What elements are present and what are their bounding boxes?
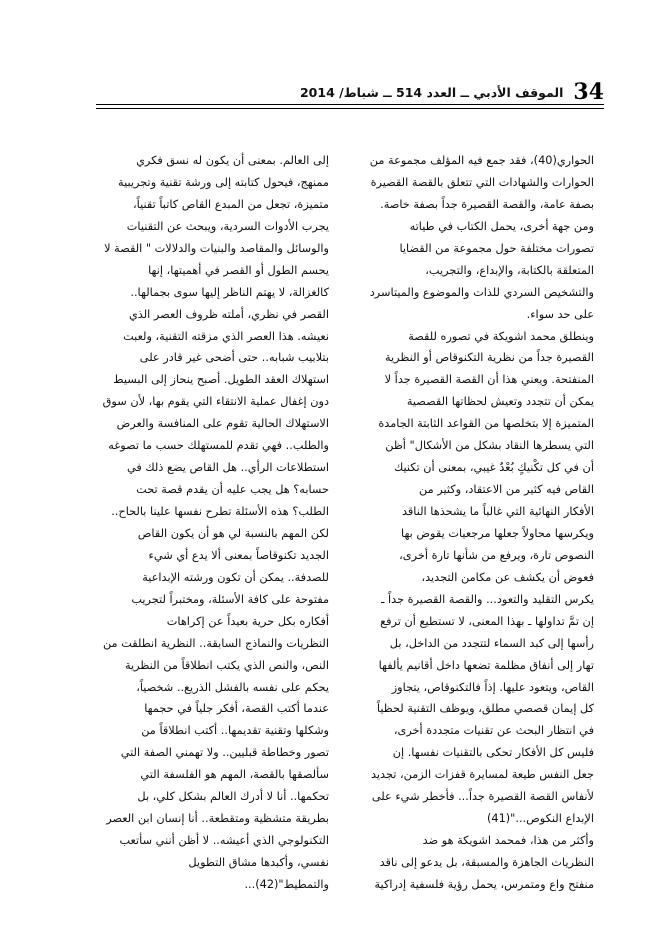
text-line: لأنفاس القصة القصيرة جداً... فأخطر شيء على <box>371 790 594 804</box>
text-line: بتلابيب شبابه.. حتى أضحى غير قادر على <box>139 351 329 365</box>
text-line: إلى العالم. بمعنى أن يكون له نسق فكري <box>136 154 329 167</box>
text-line: وأكثر من هذا، فمحمد اشويكة هو ضد <box>422 834 594 848</box>
text-line: يجرب الأدوات السردية، ويبحث عن التقنيات <box>126 219 329 233</box>
text-line: نعيشه. هذا العصر الذي مزقته التقنية، ولعبت <box>123 329 329 343</box>
text-line: يكرس التقليد والتعود... والقصة القصيرة جداً ـ <box>381 592 594 606</box>
text-line: نفسي، وأكبدها مشاق التطويل <box>188 856 329 869</box>
text-line: كالغزالة، لا يهتم الناظر إليها سوى بجمالها.. <box>130 285 329 299</box>
text-line: إن تمَّ تداولها ـ بهذا المعنى، لا تستطيع أن ترفع <box>380 614 594 628</box>
text-line: استطلاعات الرأي.. هل القاص يضع ذلك في <box>126 461 329 475</box>
text-line: بطريقة متشظية ومتقطعة.. أنا إنسان ابن العصر <box>106 812 329 826</box>
text-line: المنفتحة. ويعني هذا أن القصة القصيرة جداً لا <box>384 373 594 387</box>
text-line: القاص فيه كثير من الاعتقاد، وكثير من <box>419 483 594 497</box>
text-line: استهلاك العقد الطويل. أصبح ينحاز إلى البسيط <box>113 373 329 387</box>
text-line: دون إغفال عملية الانتقاء التي يقوم بها، لأن سوق <box>102 395 329 409</box>
text-line: ممنهج، فيحول كتابته إلى ورشة تقنية وتجريبية <box>118 175 329 189</box>
text-line: النصوص تارة، ويرفع من شأنها تارة أخرى، <box>399 548 594 562</box>
text-line: المتعلقة بالكتابة، والإبداع، والتجريب، <box>425 263 594 277</box>
text-line: الحوارات والشهادات التي تتعلق بالقصة القصيرة <box>370 175 594 189</box>
text-line: تهار إلى أنفاق مظلمة تضعها داخل أقانيم يألفها <box>378 658 594 672</box>
text-line: الإبداع النكوص..."(41) <box>486 812 594 826</box>
text-line: يحسم الطول أو القصر في أهميتها، إنها <box>148 263 329 277</box>
text-line: القصر في نظري، أملته ظروف العصر الذي <box>128 307 329 321</box>
header-rule <box>96 104 604 105</box>
text-line: الجديد تكنوقاصاً بمعنى ألا يدع أي شيء <box>148 548 329 562</box>
text-line: منفتح واع ومتمرس، يحمل رؤية فلسفية إدراكية <box>374 877 594 891</box>
text-line: جعل النفس طيعة لمسايرة قفزات الزمن، تجديد <box>370 768 594 782</box>
text-line: والتشخيص السردي للذات والموضوع والميتاسرد <box>369 285 594 299</box>
text-line: فليس كل الأفكار تحكى بالتقنيات نفسها. إن <box>392 746 594 760</box>
text-line: النظريات والنماذج السابقة.. النظرية انطلقت من <box>102 636 329 650</box>
text-line: الطلب؟ هذه الأسئلة تطرح نفسها علينا بالحاح.. <box>111 505 329 518</box>
text-line: ويكرسها محاولاً جعلها مرجعيات يقوض بها <box>401 526 594 540</box>
text-line: أفكاره بكل حرية بعيداً عن إكراهات <box>166 614 329 628</box>
text-line: حسابه؟ هل يجب عليه أن يقدم قصة تحت <box>136 483 329 497</box>
text-line: متميزة، تجعل من المبدع القاص كاتباً تقنياً، <box>132 197 329 211</box>
text-line: والتمطيط"(42)... <box>244 877 329 891</box>
text-line: على حد سواء. <box>526 307 594 321</box>
text-line: لكن المهم بالنسبة لي هو أن يكون القاص <box>137 526 329 540</box>
text-line: يحكم على نفسه بالفشل الذريع.. شخصياً، <box>136 680 329 694</box>
text-line: النظريات الجاهزة والمسبقة، بل يدعو إلى ناقد <box>379 856 594 869</box>
text-line: عندما أكتب القصة، أفكر جلياً في حجمها <box>144 702 329 716</box>
text-line: المتميزة إلا بتخلصها من القواعد الثابتة الجامدة <box>378 417 594 431</box>
text-line: تحكمها.. أنا لا أدرك العالم بشكل كلي، بل <box>137 790 329 804</box>
text-line: ومن جهة أخرى، يحمل الكتاب في طياته <box>409 219 594 233</box>
text-line: تصور وخطاطة قبليين.. ولا تهمني الصفة التي <box>120 746 329 760</box>
text-line: بصفة عامة، والقصة القصيرة جداً بصفة خاصة. <box>380 197 594 211</box>
text-column-right <box>358 150 594 896</box>
page-header <box>96 74 604 104</box>
text-line: الاستهلاك الحالية تقوم على المنافسة والعرض <box>116 417 329 431</box>
page-number: 34 <box>573 79 604 105</box>
text-line: فعوض أن يكشف عن مكامن التجديد، <box>421 570 594 584</box>
text-line: والطلب.. فهي تقدم للمستهلك حسب ما تصوغه <box>108 439 329 453</box>
text-line: الحواري(40)، فقد جمع فيه المؤلف مجموعة من <box>369 154 594 167</box>
text-line: وشكلها وتقنية تقديمها.. أكتب انطلاقاً من <box>141 724 329 738</box>
text-line: أن في كل تكْنيكٍ بُعْدٌ غيبي، بمعنى أن تكنيك <box>393 461 594 475</box>
text-line: الأفكار النهائية التي غالباً ما يشحذها الناقد <box>401 505 594 518</box>
header-rule-thin <box>96 108 604 109</box>
text-line: التكنولوجي الذي أعيشه.. لا أظن أنني سأتعب <box>119 834 329 848</box>
text-line: القاص، ويتعود عليها. إذاً فالتكنوقاص، يتجاوز <box>391 680 594 694</box>
text-line: كل إيمان قصصي مطلق، ويوظف التقنية لحظياً <box>376 702 594 716</box>
text-column-left <box>93 150 329 896</box>
text-line: في انتظار البحث عن تقنيات متجددة أخرى، <box>393 724 594 738</box>
text-line: التي يسطرها النقاد بشكل من الأشكال" أظن <box>385 439 594 453</box>
text-line: وينطلق محمد اشويكة في تصوره للقصة <box>408 329 594 343</box>
text-line: مفتوحة على كافة الأسئلة، ومختبراً لتجريب <box>131 592 329 606</box>
text-line: تصورات مختلفة حول مجموعة من القضايا <box>399 241 594 255</box>
text-line: رأسها إلى كبد السماء لتتجدد من الداخل، بل <box>389 636 594 650</box>
text-line: والوسائل والمقاصد والبنيات والدلالات " القصة لا <box>104 241 329 255</box>
text-line: سألصقها بالقصة، المهم هو الفلسفة التي <box>140 768 329 782</box>
text-line: للصدفة.. يمكن أن تكون ورشته الإبداعية <box>142 570 329 584</box>
text-line: القصيرة جداً من نظرية التكنوقاص أو النظرية <box>384 351 594 365</box>
text-line: يمكن أن تتجدد وتعيش لحظاتها القصصية <box>406 395 594 409</box>
text-line: النص، والنص الذي يكتب انطلاقاً من النظرية <box>124 658 329 672</box>
running-head: الموقف الأدبي ــ العدد 514 ــ شباط/ 2014 <box>299 85 564 100</box>
